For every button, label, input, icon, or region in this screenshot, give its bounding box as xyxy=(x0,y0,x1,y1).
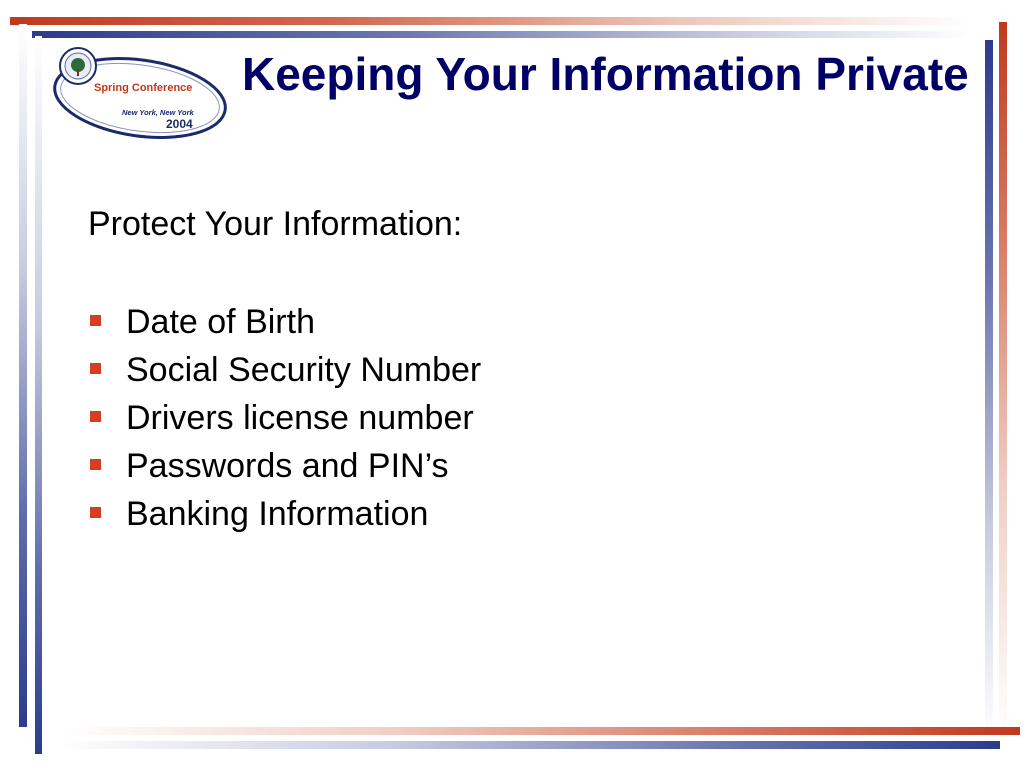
bullet-text: Banking Information xyxy=(126,495,429,533)
bottom-red-border xyxy=(60,727,1020,735)
square-bullet-icon xyxy=(90,507,101,518)
intro-text: Protect Your Information: xyxy=(88,205,463,243)
top-blue-border xyxy=(32,31,972,38)
bullet-text: Drivers license number xyxy=(126,399,474,437)
left-blue-border xyxy=(19,24,27,727)
square-bullet-icon xyxy=(90,411,101,422)
square-bullet-icon xyxy=(90,363,101,374)
logo-city-text: New York, New York xyxy=(122,108,194,117)
bottom-blue-border xyxy=(60,741,1000,749)
logo-year-text: 2004 xyxy=(166,117,193,131)
slide-title: Keeping Your Information Private xyxy=(242,48,969,100)
right-blue-border xyxy=(985,40,993,740)
logo-swoosh-icon xyxy=(48,44,228,144)
bullet-text: Social Security Number xyxy=(126,351,482,389)
left-inner-blue-border xyxy=(35,36,42,754)
bullet-text: Date of Birth xyxy=(126,303,315,341)
right-red-border xyxy=(999,22,1007,738)
square-bullet-icon xyxy=(90,315,101,326)
top-red-border xyxy=(10,17,970,25)
bullet-text: Passwords and PIN’s xyxy=(126,447,449,485)
conference-logo xyxy=(48,44,228,144)
logo-conference-text: Spring Conference xyxy=(94,82,193,94)
square-bullet-icon xyxy=(90,459,101,470)
